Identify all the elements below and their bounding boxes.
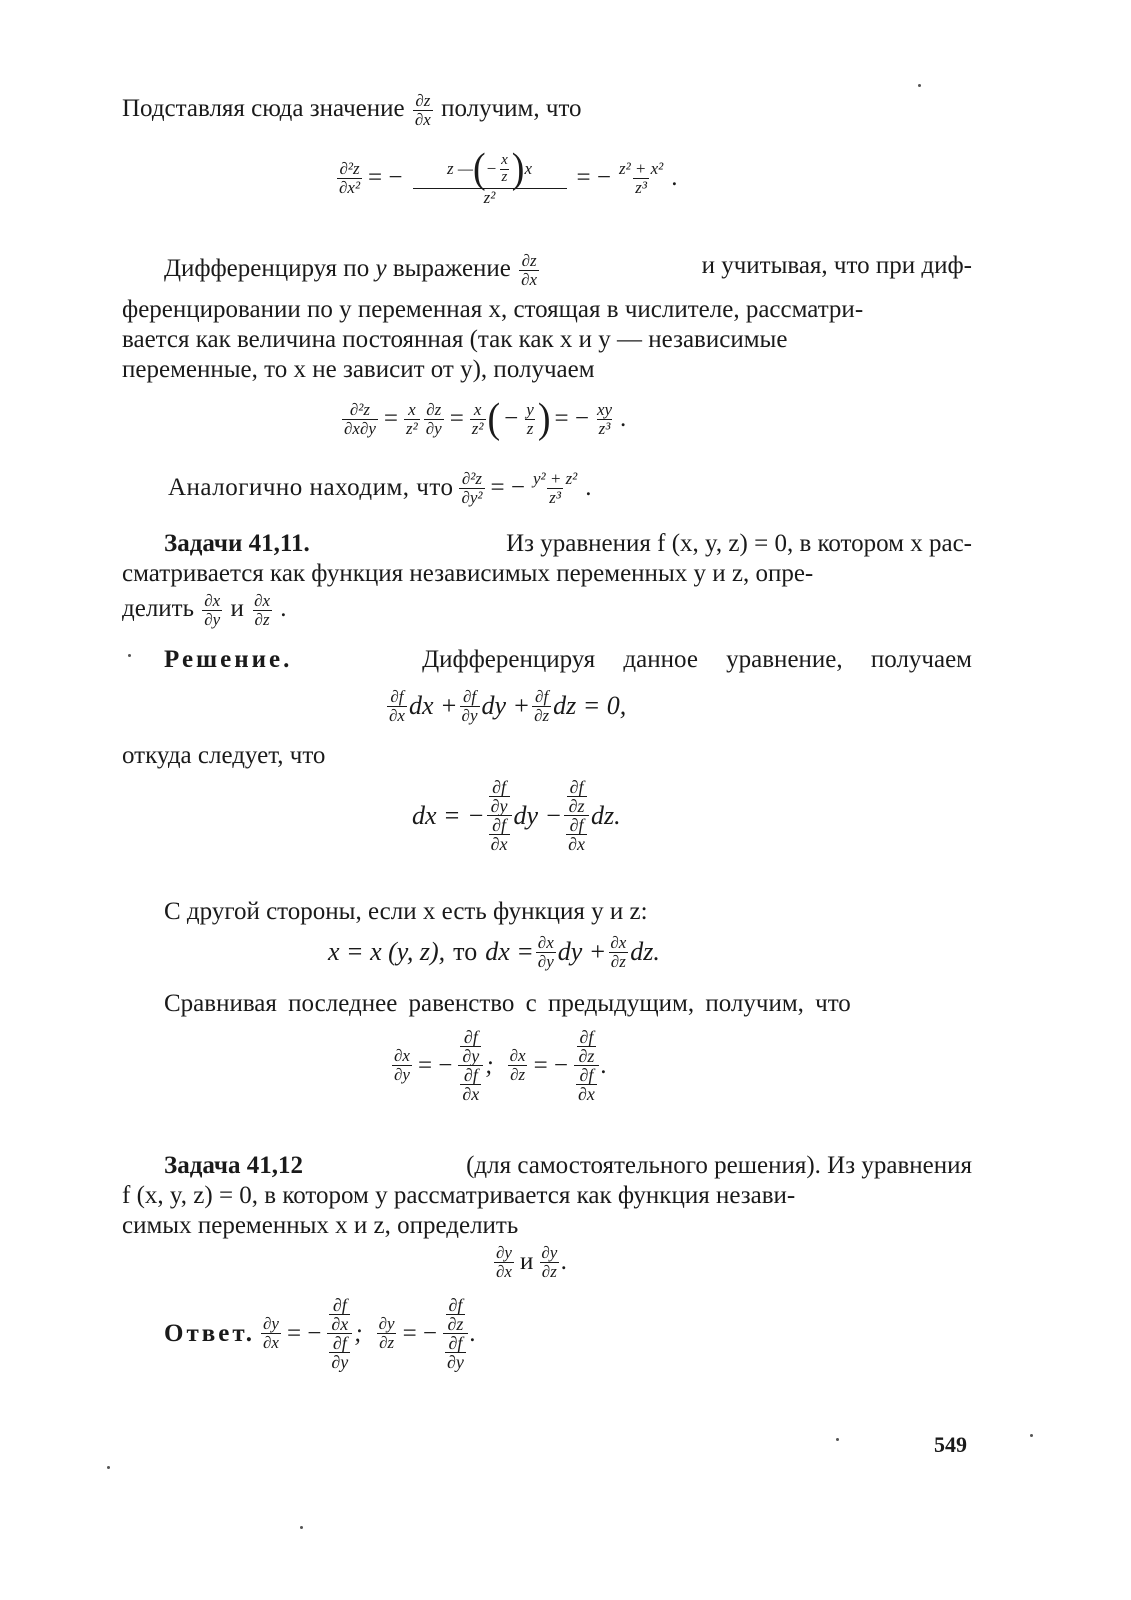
analog-line: Аналогично находим, что $\frac{\text{∂²z}}{\text{∂y²}}$ = − $\frac{\text{y² + z²}}{\text{z³}}$ .	[168, 469, 592, 507]
solution-line: Решение. Дифференцируя данное уравнение, получаем	[164, 646, 972, 673]
d2z-dx2-fraction: $\frac{\text{∂²z}}{\text{∂x²}}$	[339, 159, 361, 197]
page-number: 549	[934, 1432, 967, 1457]
scan-speck	[300, 1526, 303, 1529]
problem-41-11-line-2: сматривается как функция независимых переменных y и z, опре-	[122, 560, 814, 587]
scan-speck	[918, 84, 921, 87]
problem-41-11-line-1: Задачи 41,11. Из уравнения f (x, y, z) = 0, в котором x рас-	[164, 530, 972, 557]
line-1-post: получим, что	[441, 95, 582, 123]
scan-speck	[836, 1438, 839, 1441]
x-function-equation: x = x (y, z), то dx = $\frac{\partial x}{\partial y}$ dy + $\frac{\partial x}{\partial z}$ dz.	[328, 933, 660, 971]
total-differential-equation: $\frac{\partial f}{\partial x}$ dx + $\frac{\partial f}{\partial y}$ dy + $\frac{\partial f}{\partial z}$ dz = 0,	[389, 687, 627, 725]
partial-derivatives-result: $\frac{\partial x}{\partial y}$ = − $\frac{\frac{\partial f}{\partial y}}{\frac{\partial f}{\partial x}}$ ; $\frac{\partial x}{\partial z}$ = − $\frac{\frac{\partial f}{\partial z}}{\frac{\partial f}{\partial x}}$ .	[394, 1027, 608, 1104]
scan-speck	[107, 1466, 110, 1469]
eq1-big-fraction: z — ( − $\frac{x}{z}$ ) x z²	[413, 150, 567, 207]
whence-line: откуда следует, что	[122, 742, 326, 769]
compare-line: Сравнивая последнее равенство с предыдущим, получим, что	[164, 990, 851, 1017]
problem-41-11-line-3: делить $\frac{\partial x}{\partial y}$ и $\frac{\partial x}{\partial z}$ .	[122, 591, 287, 629]
answer-line: Ответ. $\frac{\partial y}{\partial x}$ = − $\frac{\frac{\partial f}{\partial x}}{\frac{\partial f}{\partial y}}$ ; $\frac{\partial y}{\partial z}$ = − $\frac{\frac{\partial f}{\partial z}}{\frac{\partial f}{\partial y}}$ .	[164, 1295, 477, 1372]
equation-d2z-dx2: $\frac{\text{∂²z}}{\text{∂x²}}$ = − z — ( − $\frac{x}{z}$ ) x z² = − $\frac{\text{z² + x²}}{\text{z³}}$ .	[339, 145, 678, 207]
problem-41-12-line-1: Задача 41,12 (для самостоятельного решения). Из уравнения	[164, 1152, 972, 1179]
dx-expression: dx = − $\frac{\frac{\partial f}{\partial y}}{\frac{\partial f}{\partial x}}$ dy − $\frac{\frac{\partial f}{\partial z}}{\frac{\partial f}{\partial x}}$ dz.	[412, 777, 621, 854]
dz-dx-fraction: $\frac{\partial z}{\partial x}$	[414, 91, 431, 129]
dy-dx-and-dy-dz: $\frac{\partial y}{\partial x}$ и $\frac{\partial y}{\partial z}$ .	[496, 1243, 568, 1281]
equation-d2z-dxdy: $\frac{\text{∂²z}}{\partial x\partial y}$ = $\frac{x}{\text{z²}}$ $\frac{\partial z}{\partial y}$ = $\frac{x}{\text{z²}}$ ( − $\frac{y}{z}$ ) = − $\frac{xy}{\text{z³}}$ .	[344, 395, 627, 443]
para-2-line-1: Дифференцируя по y выражение $\frac{\partial z}{\partial x}$ и учитывая, что при диф-	[164, 251, 972, 289]
para-2-line-4: переменные, то x не зависит от y), получаем	[122, 356, 595, 383]
z2x2-z3-fraction: $\frac{\text{z² + x²}}{\text{z³}}$	[618, 159, 664, 197]
line-1-pre: Подставляя сюда значение	[122, 95, 405, 123]
problem-41-12-line-3: симых переменных x и z, определить	[122, 1212, 519, 1239]
para-2-line-3: вается как величина постоянная (так как x и y — независимые	[122, 326, 788, 353]
para-2-line-2: ференцировании по y переменная x, стоящая в числителе, рассматри-	[122, 296, 864, 323]
dz-dx-fraction-2: $\frac{\partial z}{\partial x}$	[521, 251, 538, 289]
problem-41-12-line-2: f (x, y, z) = 0, в котором y рассматривается как функция незави-	[122, 1182, 796, 1209]
line-1	[122, 92, 582, 129]
scan-speck	[128, 654, 131, 657]
other-side-line: С другой стороны, если x есть функция y и z:	[164, 898, 648, 925]
scan-speck	[1030, 1434, 1033, 1437]
